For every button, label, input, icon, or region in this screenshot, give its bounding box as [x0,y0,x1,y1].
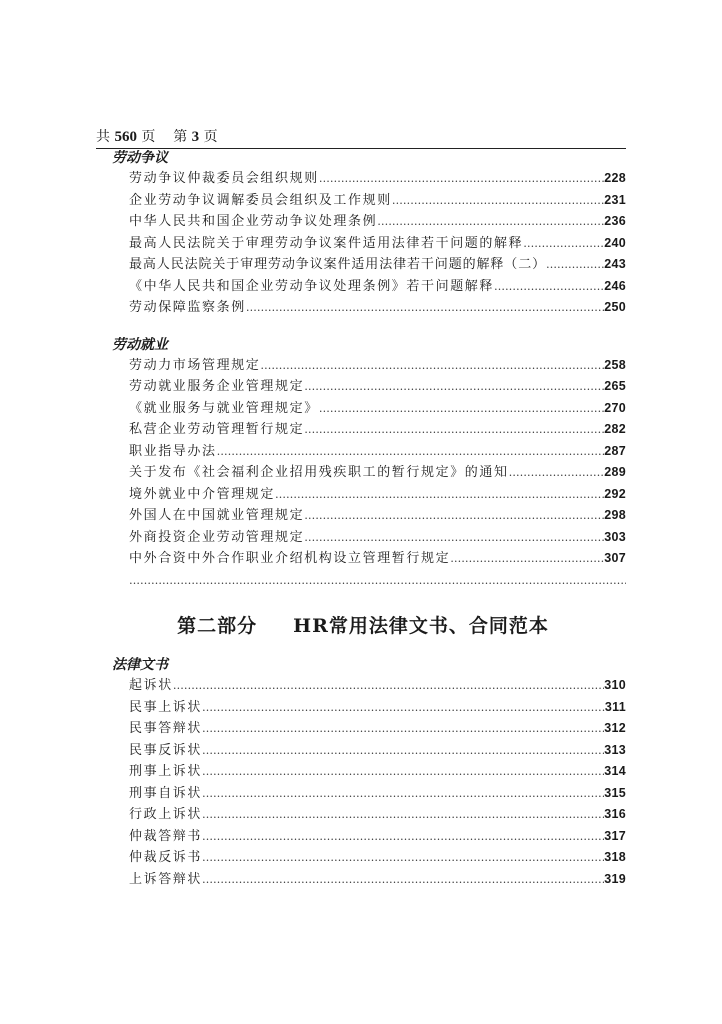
leader-dots [246,297,604,319]
toc-entry-page: 311 [604,699,626,714]
toc-entry-page: 265 [604,379,626,393]
toc-entry-title: 最高人民法院关于审理劳动争议案件适用法律若干问题的解释（二） [129,257,547,272]
leader-dots [546,254,604,276]
toc-entry-title: 职业指导办法 [129,443,217,459]
toc-entry-title: 中外合资中外合作职业介绍机构设立管理暂行规定 [129,551,451,566]
toc-entry[interactable] [110,398,626,420]
leader-dots [202,869,604,891]
toc-entry-title: 刑事上诉状 [129,764,203,779]
leader-dots [304,527,604,549]
toc-entry-title: 仲裁答辩书 [129,828,203,844]
toc-entry[interactable] [110,740,626,762]
toc-entry[interactable] [110,168,626,190]
toc-entry[interactable] [110,355,626,377]
leader-dots [173,675,604,697]
part-two-heading [110,613,626,639]
toc-entry-page: 303 [604,529,626,544]
leader-dots [304,505,604,527]
toc-entry-title: 劳动争议仲裁委员会组织规则 [129,171,319,186]
leader-dots [202,697,605,719]
toc-entry-page: 258 [604,357,626,372]
toc-entry[interactable] [110,570,626,592]
leader-dots [392,190,604,212]
toc-entry-title: 行政上诉状 [129,807,203,822]
leader-dots [202,804,604,826]
section-title-employment: 劳动就业 [112,336,168,353]
toc-entry-title: 劳动保障监察条例 [129,300,246,315]
toc-entry-page: 310 [604,678,626,692]
toc-entry-title: 《中华人民共和国企业劳动争议处理条例》若干问题解释 [129,278,495,294]
total-prefix: 共 [96,129,110,145]
leader-dots [377,211,604,233]
toc-entry-title: 劳动力市场管理规定 [129,357,261,373]
toc-entry[interactable] [110,527,626,549]
leader-dots [494,276,604,298]
toc-entry[interactable] [110,505,626,527]
total-pages: 560 [114,129,137,145]
total-suffix: 页 [141,129,156,145]
toc-entry-title: 劳动就业服务企业管理规定 [129,379,305,394]
leader-dots [202,740,604,762]
toc-entry-page: 313 [604,742,626,757]
toc-entry-title: 刑事自诉状 [129,785,203,801]
leader-dots [260,355,604,377]
toc-entry[interactable] [110,211,626,233]
table-of-contents [110,148,626,890]
leader-dots [202,761,604,783]
toc-entry-title: 民事反诉状 [129,742,203,758]
toc-entry-page: 289 [604,465,626,479]
part-two-label: 第二部分 [177,615,258,637]
toc-entry-page: 292 [604,486,626,501]
current-suffix: 页 [203,129,218,145]
leader-dots [304,376,604,398]
section-gap [110,319,626,335]
toc-entry[interactable] [110,190,626,212]
toc-entry-title: 民事上诉状 [129,699,203,715]
section-title-labor-dispute: 劳动争议 [112,150,168,166]
toc-entry-page: 282 [604,422,626,436]
toc-entry-title: 仲裁反诉书 [129,850,203,865]
toc-entry-title: 民事答辩状 [129,721,203,736]
toc-entry[interactable] [110,376,626,398]
leader-dots [275,484,604,506]
toc-entry[interactable] [110,847,626,869]
toc-entry[interactable] [110,484,626,506]
toc-entry-page: 316 [604,807,626,821]
toc-entry-page: 231 [604,192,626,207]
toc-entry[interactable] [110,826,626,848]
leader-dots [523,233,604,255]
toc-entry[interactable] [110,804,626,826]
leader-dots [202,783,604,805]
toc-entry[interactable] [110,548,626,570]
toc-entry-page: 250 [604,300,626,314]
toc-entry[interactable] [110,297,626,319]
leader-dots [202,847,604,869]
toc-entry-page: 319 [604,871,626,886]
leader-dots [217,441,605,463]
toc-entry[interactable] [110,783,626,805]
toc-entry[interactable] [110,276,626,298]
toc-entry-title: 外国人在中国就业管理规定 [129,508,305,523]
toc-entry-page: 240 [604,235,626,250]
toc-entry[interactable] [110,675,626,697]
toc-entry[interactable] [110,462,626,484]
toc-entry[interactable] [110,254,626,276]
toc-entry-title: 关于发布《社会福利企业招用残疾职工的暂行规定》的通知 [129,465,509,480]
toc-entry-page: 246 [604,278,626,293]
toc-entry-page: 270 [604,400,626,415]
current-page: 3 [191,129,200,145]
toc-entry[interactable] [110,761,626,783]
toc-entry-title: 境外就业中介管理规定 [129,486,276,502]
toc-entry-page: 236 [604,214,626,228]
toc-entry-page: 312 [604,721,626,735]
leader-dots [129,570,626,592]
toc-entry-title: 企业劳动争议调解委员会组织及工作规则 [129,192,392,208]
toc-entry[interactable] [110,697,626,719]
toc-entry-title: 《就业服务与就业管理规定》 [129,400,319,416]
toc-entry-page: 228 [604,171,626,185]
toc-entry-page: 318 [604,850,626,864]
toc-entry-page: 314 [604,764,626,778]
leader-dots [450,548,604,570]
toc-entry-title: 上诉答辩状 [129,871,203,887]
leader-dots [319,168,604,190]
toc-entry[interactable] [110,233,626,255]
current-prefix: 第 [173,129,188,145]
toc-entry-title: 私营企业劳动管理暂行规定 [129,422,305,437]
toc-entry-page: 243 [604,257,626,271]
leader-dots [304,419,604,441]
toc-entry-page: 315 [604,785,626,800]
section-title-legal-documents: 法律文书 [112,657,168,673]
toc-entry-title: 最高人民法院关于审理劳动争议案件适用法律若干问题的解释 [129,235,524,251]
page-header [96,127,626,149]
toc-entry[interactable] [110,441,626,463]
toc-entry[interactable] [110,718,626,740]
toc-entry-page: 298 [604,508,626,522]
leader-dots [202,718,604,740]
toc-entry-page: 317 [604,828,626,843]
toc-entry-title: 中华人民共和国企业劳动争议处理条例 [129,214,378,229]
leader-dots [319,398,604,420]
toc-entry[interactable] [110,419,626,441]
leader-dots [202,826,604,848]
toc-entry-page: 287 [604,443,626,458]
toc-entry[interactable] [110,869,626,891]
leader-dots [509,462,605,484]
toc-entry-title: 外商投资企业劳动管理规定 [129,529,305,545]
toc-entry-page: 307 [604,551,626,565]
toc-entry-title: 起诉状 [129,678,173,693]
part-two-title: HR常用法律文书、合同范本 [293,615,549,637]
